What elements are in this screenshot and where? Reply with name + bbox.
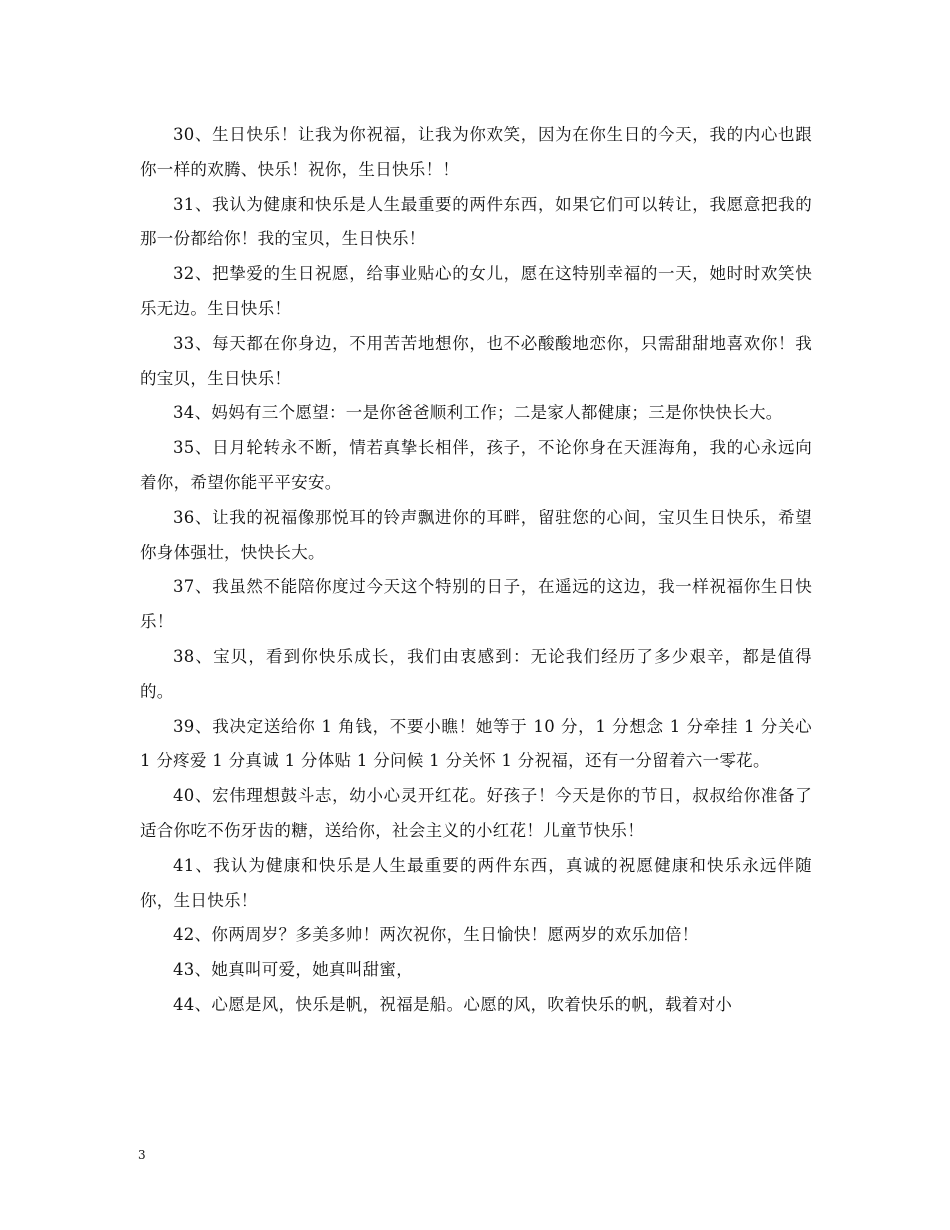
paragraph-38: 38、宝贝，看到你快乐成长，我们由衷感到：无论我们经历了多少艰辛，都是值得的。	[140, 646, 812, 701]
paragraph-31: 31、我认为健康和快乐是人生最重要的两件东西，如果它们可以转让，我愿意把我的那一份都给你！我的宝贝，生日快乐！	[140, 194, 812, 249]
paragraph-34: 34、妈妈有三个愿望：一是你爸爸顺利工作；二是家人都健康；三是你快快长大。	[173, 403, 783, 423]
document-body	[140, 118, 812, 1023]
paragraph-30: 30、生日快乐！让我为你祝福，让我为你欢笑，因为在你生日的今天，我的内心也跟你一样的欢腾、快乐！祝你，生日快乐！！	[140, 125, 812, 179]
paragraph-42: 42、你两周岁？多美多帅！两次祝你，生日愉快！愿两岁的欢乐加倍！	[173, 925, 699, 945]
paragraph-44: 44、心愿是风，快乐是帆，祝福是船。心愿的风，吹着快乐的帆，载着对小	[173, 994, 733, 1014]
paragraph-36: 36、让我的祝福像那悦耳的铃声飘进你的耳畔，留驻您的心间，宝贝生日快乐，希望你身体强壮，快快长大。	[140, 507, 812, 562]
paragraph-35: 35、日月轮转永不断，情若真挚长相伴，孩子，不论你身在天涯海角，我的心永远向着你，希望你能平平安安。	[140, 438, 812, 492]
paragraph-32: 32、把挚爱的生日祝愿，给事业贴心的女儿，愿在这特别幸福的一天，她时时欢笑快乐无边。生日快乐！	[140, 264, 812, 318]
paragraph-43: 43、她真叫可爱，她真叫甜蜜，	[173, 960, 413, 980]
paragraph-33: 33、每天都在你身边，不用苦苦地想你，也不必酸酸地恋你，只需甜甜地喜欢你！我的宝贝，生日快乐！	[140, 333, 812, 388]
page-number: 3	[138, 1148, 146, 1162]
paragraph-37: 37、我虽然不能陪你度过今天这个特别的日子，在遥远的这边，我一样祝福你生日快乐！	[140, 577, 812, 632]
paragraph-41: 41、我认为健康和快乐是人生最重要的两件东西，真诚的祝愿健康和快乐永远伴随你，生日快乐！	[140, 855, 812, 910]
paragraph-40: 40、宏伟理想鼓斗志，幼小心灵开红花。好孩子！今天是你的节日，叔叔给你准备了适合你吃不伤牙齿的糖，送给你，社会主义的小红花！儿童节快乐！	[140, 786, 812, 840]
paragraph-39: 39、我决定送给你 1 角钱，不要小瞧！她等于 10 分，1 分想念 1 分牵挂 1 分关心 1 分疼爱 1 分真诚 1 分体贴 1 分问候 1 分关怀 1 分祝福，还有一分留着六一零花。	[140, 716, 812, 771]
